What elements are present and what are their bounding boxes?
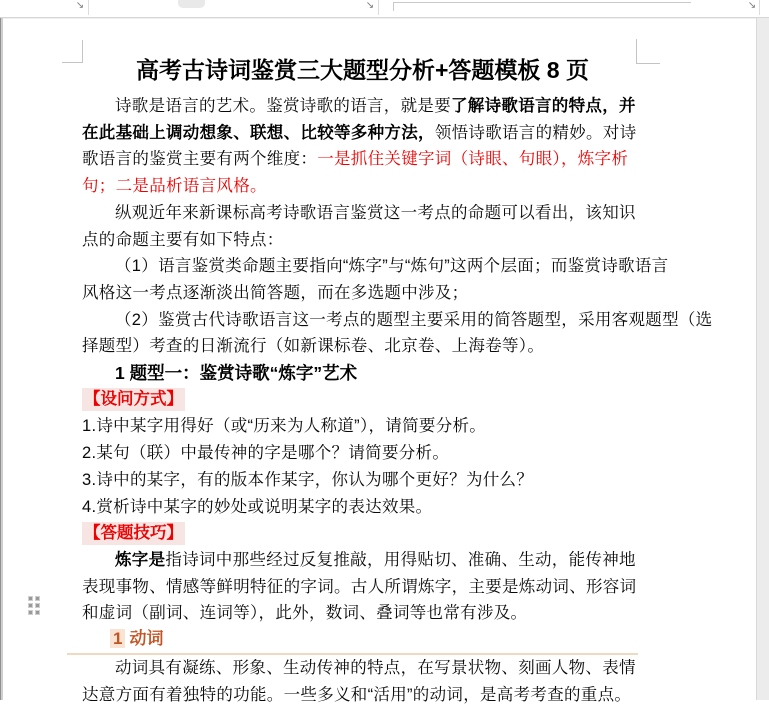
text-line[interactable] [82,173,643,200]
text-segment: 择题型）考查的日渐流行（如新课标卷、北京卷、上海卷等）。 [82,337,545,356]
document-title: 高考古诗词鉴赏三大题型分析+答题模板 8 页 [135,57,589,83]
tag-heading-line [82,387,643,414]
text-segment: 句；二是品析语言风格。 [82,177,267,196]
dialog-launcher-icon[interactable]: ↘ [75,0,85,11]
text-segment: 炼字是 [115,550,166,569]
text-segment: 动词具有凝练、形象、生动传神的特点，在写景状物、刻画人物、表情 [115,659,636,678]
text-line[interactable] [82,200,643,227]
text-line[interactable] [82,574,643,601]
sub-heading-number: 1 [110,629,125,648]
text-line[interactable] [82,494,643,521]
text-segment: 指诗词中那些经过反复推敲，用得贴切、准确、生动，能传神地 [165,550,636,569]
text-segment: 达意方面有着独特的功能。一些多义和“活用”的动词，是高考考查的重点。 [82,685,632,704]
text-segment: 1.诗中某字用得好（或“历来为人称道”），请简要分析。 [82,417,487,436]
ribbon-bottom-strip [0,0,769,18]
text-line[interactable] [82,655,643,682]
text-segment: 2.某句（联）中最传神的字是哪个？请简要分析。 [82,444,450,463]
document-content [82,19,713,708]
text-line[interactable] [82,93,643,120]
text-line[interactable] [82,307,713,334]
text-segment: （2）鉴赏古代诗歌语言这一考点的题型主要采用的简答题型，采用客观题型（选 [115,310,713,329]
text-segment: 纵观近年来新课标高考诗歌语言鉴赏这一考点的命题可以看出，该知识 [115,203,636,222]
text-segment: 领悟诗歌语言的精妙。对诗 [434,123,637,142]
scrollbar-track[interactable] [756,18,769,700]
text-segment: 风格这一考点逐渐淡出简答题，而在多选题中涉及； [82,283,469,302]
text-line[interactable] [82,682,643,708]
section-heading: 1 题型一：鉴赏诗歌“炼字”艺术 [115,363,358,384]
dialog-launcher-icon[interactable]: ↘ [747,0,757,11]
text-segment: 歌语言的鉴赏主要有两个维度： [82,150,318,169]
document-workspace [0,18,769,704]
tag-heading: 【设问方式】 [82,388,185,411]
ribbon-group-divider [759,0,760,15]
text-line[interactable] [82,280,643,307]
text-line[interactable] [82,253,669,280]
text-line[interactable] [82,440,643,467]
text-line[interactable] [82,333,643,360]
text-line[interactable] [82,146,643,173]
text-segment: 在此基础上调动想象、联想、比较等多种方法， [82,123,435,142]
document-page[interactable] [3,19,756,704]
margin-crop-mark-left [62,40,83,63]
text-line[interactable] [82,467,643,494]
text-line[interactable] [82,227,643,254]
text-segment: 表现事物、情感等鲜明特征的字词。古人所谓炼字，主要是炼动词、形容词 [82,577,637,596]
sub-heading [67,627,638,655]
text-segment: 一是抓住关键字词（诗眼、句眼），炼字析 [317,150,629,169]
ribbon-button-remnant[interactable] [178,0,205,8]
ribbon-group-divider [88,0,89,15]
text-segment: 诗歌是语言的艺术。鉴赏诗歌的语言，就是要 [115,97,451,115]
text-segment: 和虚词（副词、连词等），此外，数词、叠词等也常有涉及。 [82,604,528,623]
text-line[interactable] [82,413,643,440]
drag-handle-icon[interactable] [29,597,40,615]
text-segment: 4.赏析诗中某字的妙处或说明某字的表达效果。 [82,497,433,516]
text-line[interactable] [82,600,643,627]
tag-heading: 【答题技巧】 [82,522,185,545]
text-segment: 3.诗中的某字，有的版本作某字，你认为哪个更好？为什么？ [82,470,534,489]
ribbon-combobox-remnant[interactable] [393,2,691,11]
text-segment: （1）语言鉴赏类命题主要指向“炼字”与“炼句”这两个层面；而鉴赏诗歌语言 [115,257,669,276]
dialog-launcher-icon[interactable]: ↘ [365,0,375,11]
sub-heading-text: 动词 [129,629,164,649]
text-segment: 了解诗歌语言的特点，并 [451,97,636,115]
text-line[interactable] [82,547,643,574]
text-segment: 点的命题主要有如下特点： [82,230,284,249]
tag-heading-line [82,520,643,547]
ribbon-group-divider [378,0,379,15]
text-line[interactable] [82,120,643,147]
